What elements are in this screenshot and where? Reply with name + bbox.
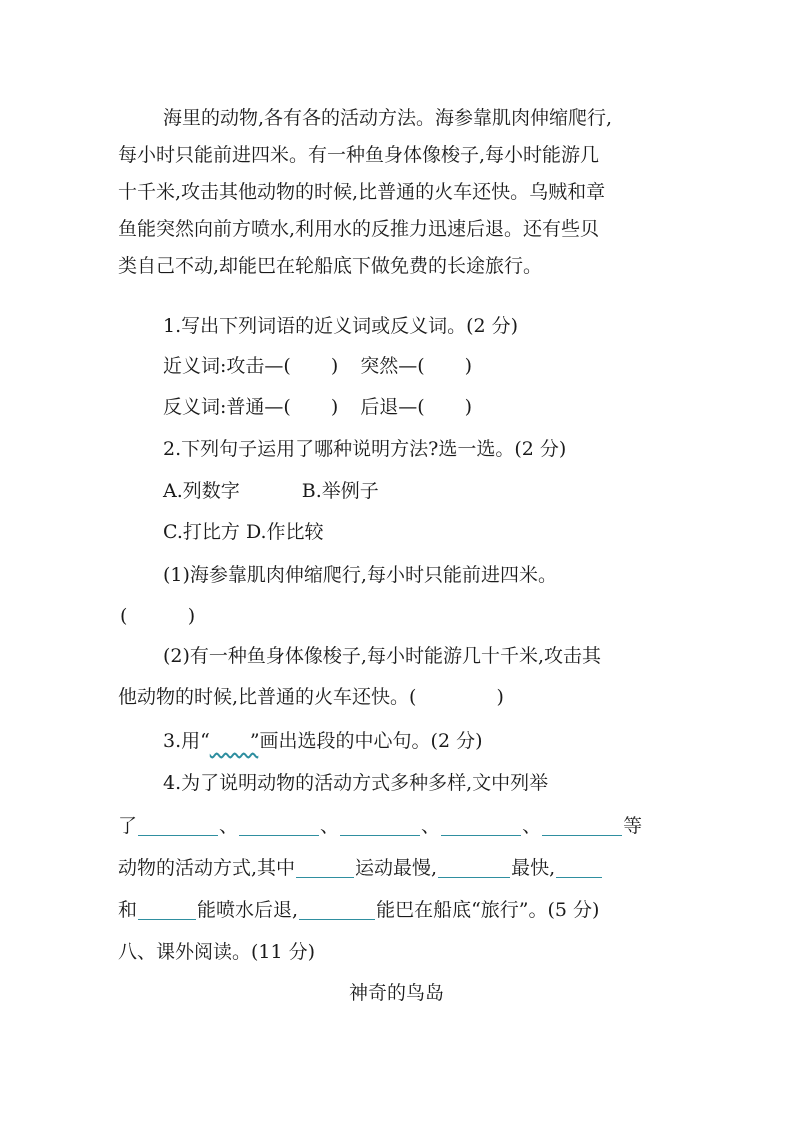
passage-line: 鱼能突然向前方喷水,利用水的反推力迅速后退。还有些贝 (118, 218, 600, 240)
paren: ) (330, 396, 339, 418)
paren: ) (464, 396, 473, 418)
option-b: B.举例子 (301, 480, 379, 502)
text: 最快, (511, 857, 556, 879)
sep: 、 (421, 815, 441, 837)
q4-line1: 4.为了说明动物的活动方式多种多样,文中列举 (163, 772, 549, 794)
ant-word2: 后退—( (360, 396, 425, 418)
answer-blank[interactable] (239, 815, 319, 836)
passage-line: 类自己不动,却能巴在轮船底下做免费的长途旅行。 (118, 255, 543, 277)
q1-title: 1.写出下列词语的近义词或反义词。(2 分) (163, 315, 519, 337)
text: 3.用“ (163, 730, 210, 752)
text: 运动最慢, (355, 857, 438, 879)
syn-label: 近义词:攻击—( (163, 355, 291, 377)
text: 和 (118, 899, 138, 921)
answer-blank[interactable] (138, 899, 196, 920)
answer-blank[interactable] (296, 857, 354, 878)
q2-options-cd: C.打比方 D.作比较 (163, 521, 324, 543)
ant-label: 反义词:普通—( (163, 396, 291, 418)
text: 等 (623, 815, 643, 837)
passage-line: 十千米,攻击其他动物的时候,比普通的火车还快。乌贼和章 (118, 181, 606, 203)
text: 能喷水后退, (197, 899, 299, 921)
answer-blank[interactable] (556, 857, 602, 878)
passage-line: 海里的动物,各有各的活动方法。海参靠肌肉伸缩爬行, (163, 107, 613, 129)
q2-title: 2.下列句子运用了哪种说明方法?选一选。(2 分) (163, 438, 567, 460)
paren: ) (496, 686, 504, 708)
sep: 、 (219, 815, 239, 837)
q1-synonyms (163, 353, 472, 379)
text: 能巴在船底“旅行”。(5 分) (376, 899, 600, 921)
q2-sentence-2-cont (118, 684, 504, 710)
syn-word2: 突然—( (360, 355, 425, 377)
option-a: A.列数字 (163, 480, 240, 502)
text: 他动物的时候,比普通的火车还快。( (118, 686, 417, 708)
q3 (163, 728, 483, 754)
paren: ) (464, 355, 473, 377)
answer-blank[interactable] (340, 815, 420, 836)
q1-antonyms (163, 394, 472, 420)
text: 了 (118, 815, 138, 837)
answer-blank[interactable] (441, 815, 521, 836)
sep: 、 (320, 815, 340, 837)
q4-line3 (118, 855, 603, 881)
answer-blank[interactable] (438, 857, 510, 878)
q2-sentence-1: (1)海参靠肌肉伸缩爬行,每小时只能前进四米。 (163, 564, 557, 586)
section-heading: 八、课外阅读。(11 分) (118, 941, 316, 963)
sep: 、 (522, 815, 542, 837)
q2-options-ab (163, 478, 379, 504)
text: ”画出选段的中心句。(2 分) (249, 730, 483, 752)
passage-line: 每小时只能前进四米。有一种鱼身体像梭子,每小时能游几 (118, 144, 600, 166)
story-title: 神奇的鸟岛 (348, 982, 444, 1004)
answer-blank[interactable] (299, 899, 375, 920)
q4-line2 (118, 813, 642, 839)
wavy-underline-mark (210, 732, 250, 752)
answer-paren[interactable]: ( ) (120, 605, 196, 627)
text: 动物的活动方式,其中 (118, 857, 296, 879)
paren: ) (330, 355, 339, 377)
answer-blank[interactable] (542, 815, 622, 836)
q4-line4 (118, 897, 599, 923)
q2-sentence-2: (2)有一种鱼身体像梭子,每小时能游几十千米,攻击其 (163, 645, 601, 667)
answer-blank[interactable] (138, 815, 218, 836)
